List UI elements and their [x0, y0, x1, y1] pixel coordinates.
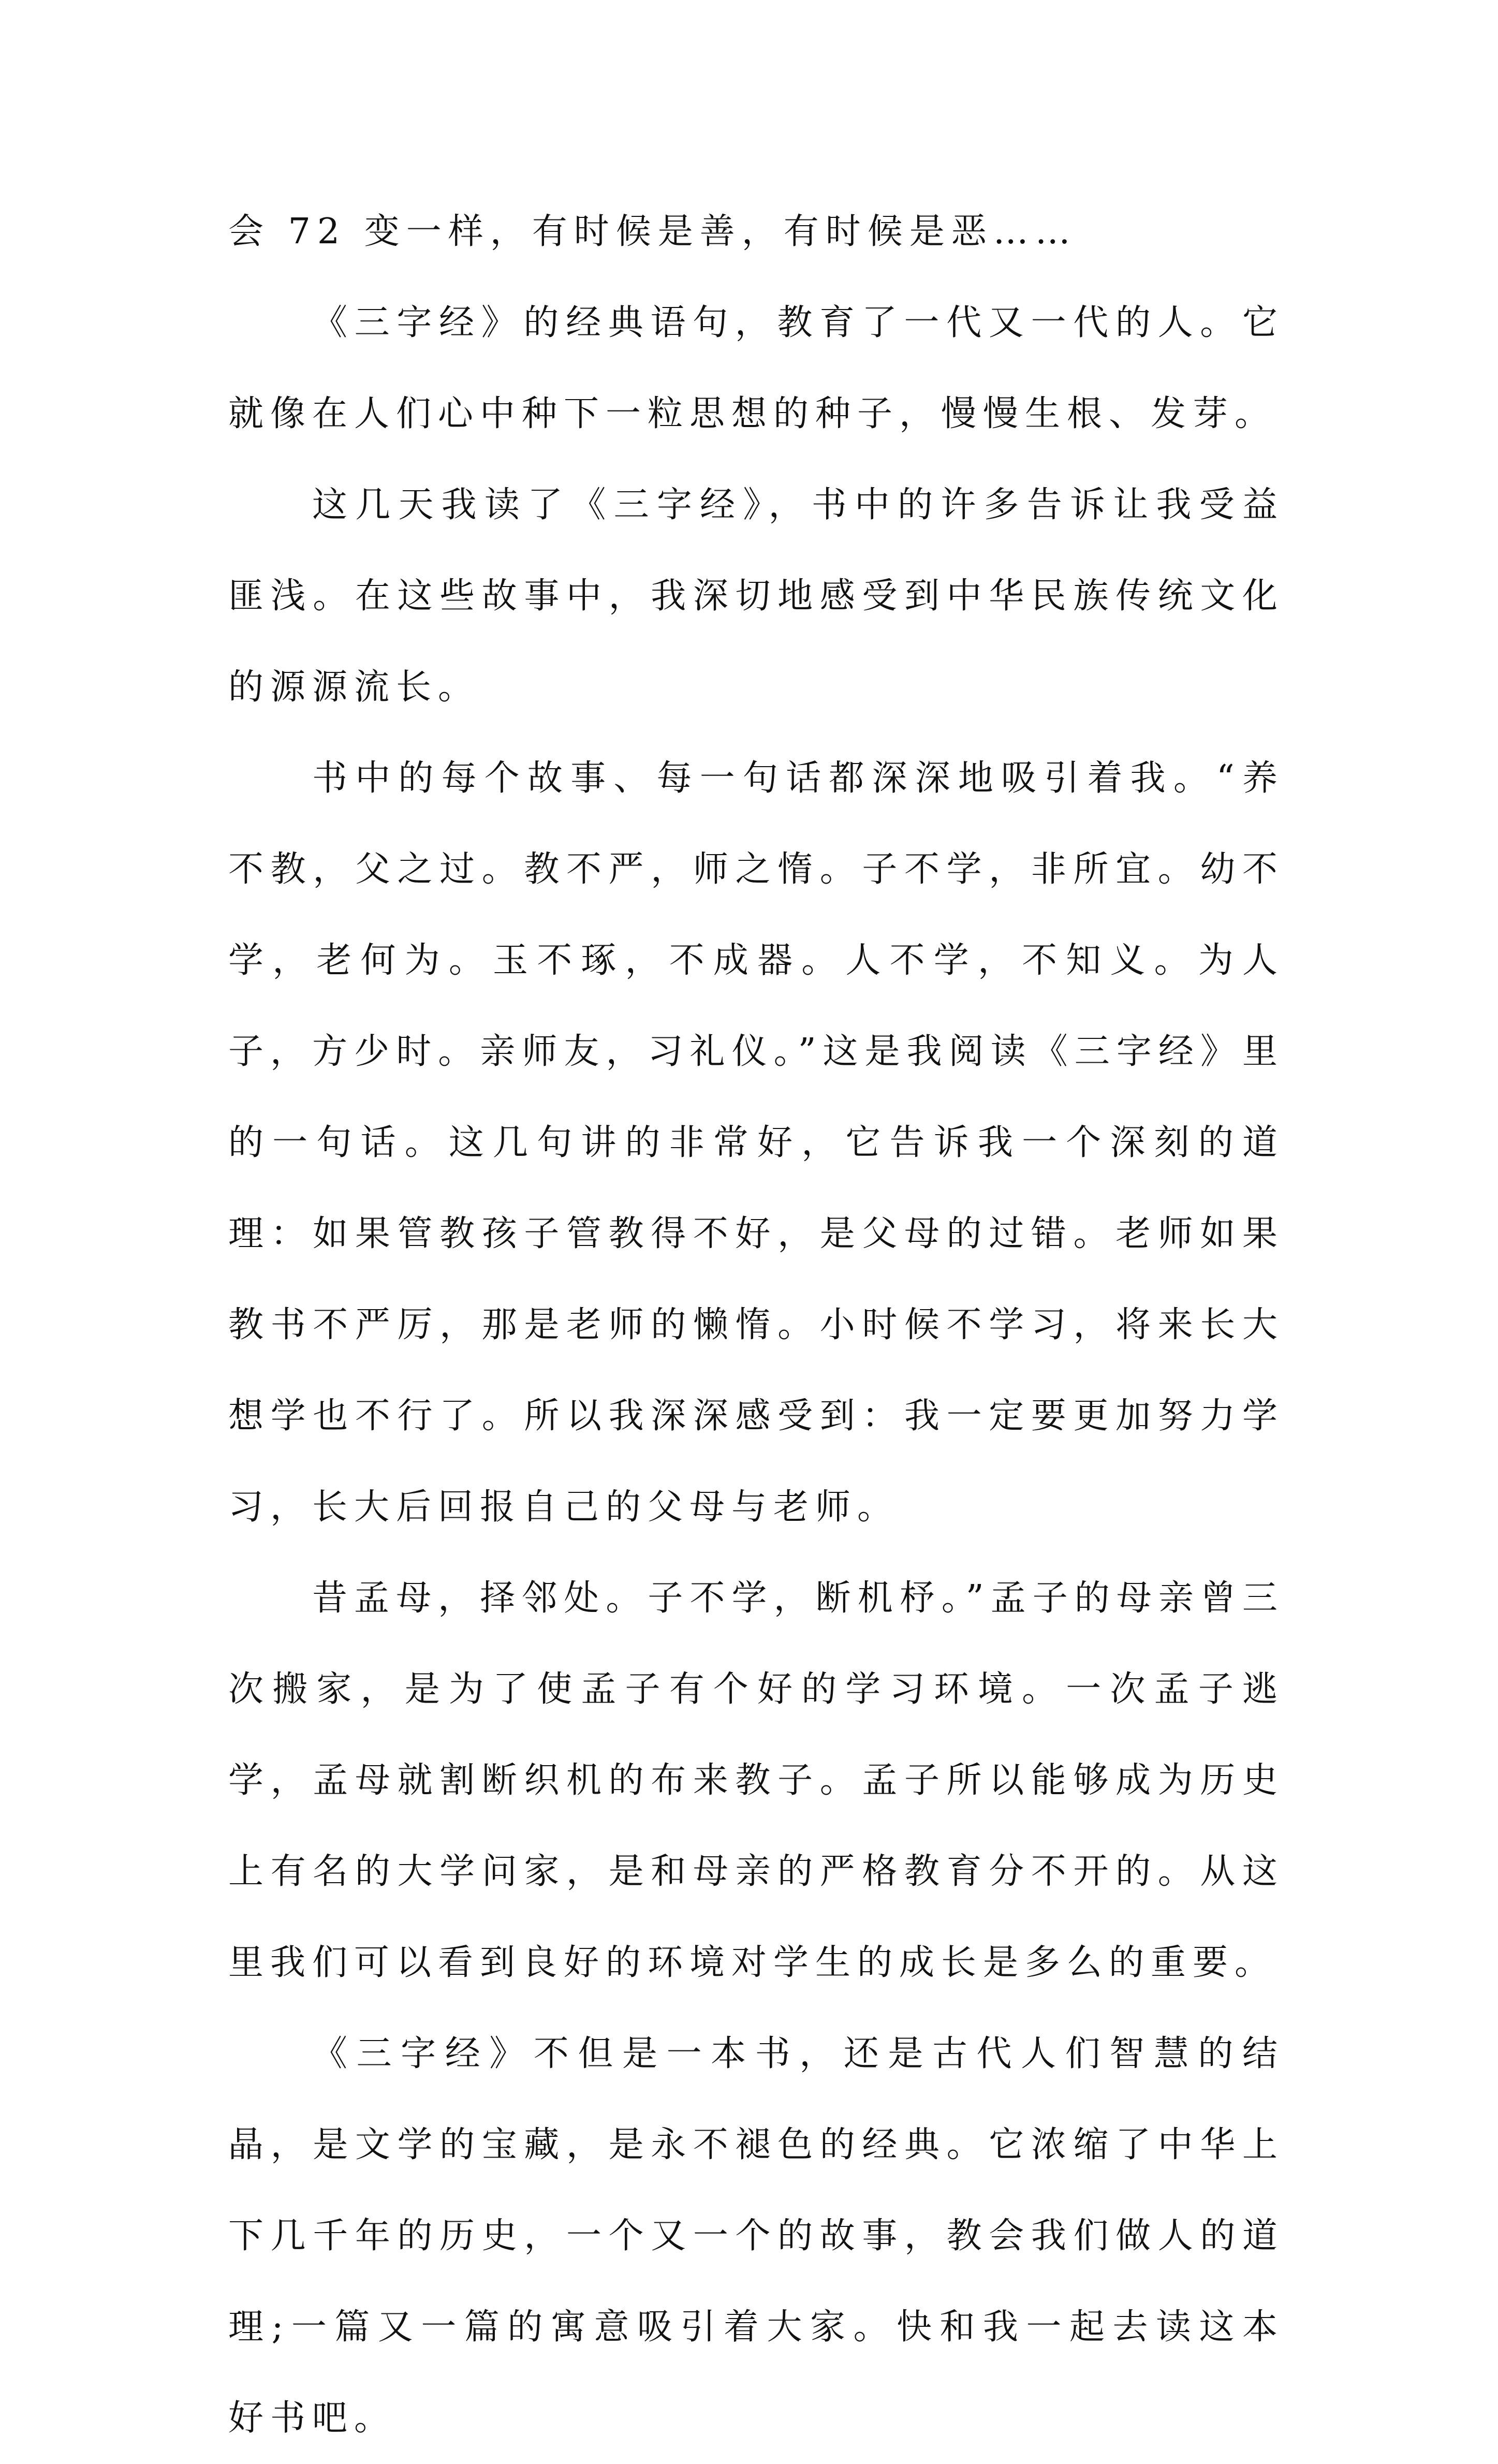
paragraph: 昔孟母，择邻处。子不学，断机杼。”孟子的母亲曾三次搬家，是为了使孟子有个好的学习环境。一次孟子逃学，孟母就割断织机的布来教子。孟子所以能够成为历史上有名的大学问家，是和母亲的严格教育分不开的。从这里我们可以看到良好的环境对学生的成长是多么的重要。 [228, 1578, 1284, 1983]
document-body [228, 186, 1284, 2464]
paragraph: 书中的每个故事、每一句话都深深地吸引着我。“养不教，父之过。教不严，师之惰。子不学，非所宜。幼不学，老何为。玉不琢，不成器。人不学，不知义。为人子，方少时。亲师友，习礼仪。”这是我阅读《三字经》里的一句话。这几句讲的非常好，它告诉我一个深刻的道理：如果管教孩子管教得不好，是父母的过错。老师如果教书不严厉，那是老师的懒惰。小时候不学习，将来长大想学也不行了。所以我深深感受到：我一定要更加努力学习，长大后回报自己的父母与老师。 [228, 758, 1284, 1528]
paragraph: 《三字经》不但是一本书，还是古代人们智慧的结晶，是文学的宝藏，是永不褪色的经典。它浓缩了中华上下几千年的历史，一个又一个的故事，教会我们做人的道理;一篇又一篇的寓意吸引着大家。快和我一起去读这本好书吧。 [228, 2033, 1284, 2439]
paragraph: 这几天我读了《三字经》，书中的许多告诉让我受益匪浅。在这些故事中，我深切地感受到中华民族传统文化的源源流长。 [228, 485, 1284, 708]
paragraph-continuation: 会 72 变一样，有时候是善，有时候是恶…… [228, 211, 1077, 252]
paragraph: 《三字经》的经典语句，教育了一代又一代的人。它就像在人们心中种下一粒思想的种子，慢慢生根、发芽。 [228, 302, 1284, 434]
